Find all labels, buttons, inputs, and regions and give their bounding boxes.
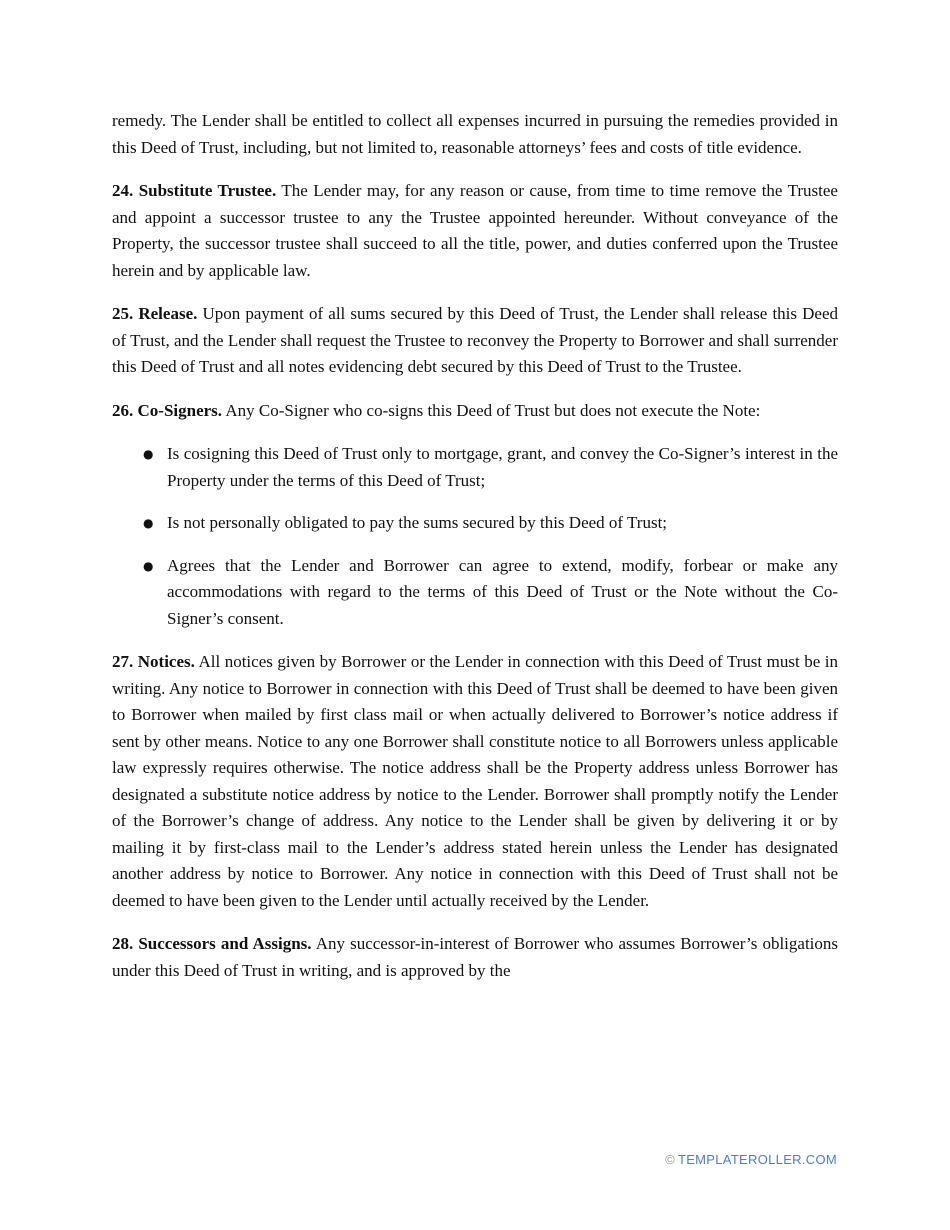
footer — [665, 1152, 837, 1167]
document-body — [112, 108, 838, 1001]
section-26-co-signers — [112, 398, 838, 425]
section-25-release — [112, 301, 838, 381]
section-24-body: The Lender may, for any reason or cause, from time to time remove the Trustee and appoint a successor trustee to any the Trustee appointed hereunder. Without conveyance of the Property, the successor trustee shall succeed to all the title, power, and duties conferred upon the Trustee herein and by applicable law. — [112, 181, 838, 280]
section-26-heading: 26. Co-Signers. — [112, 400, 223, 420]
bullet-icon: ● — [143, 516, 154, 530]
section-28-successors-and-assigns — [112, 931, 838, 984]
section-24-heading: 24. Substitute Trustee. — [112, 181, 277, 200]
bullet-icon: ● — [143, 447, 154, 461]
copyright-icon: © — [665, 1152, 675, 1167]
section-25-body: Upon payment of all sums secured by this Deed of Trust, the Lender shall release this Deed of Trust, and the Lender shall request the Trustee to reconvey the Property to Borrower and shall surrender this Deed of Trust and all notes evidencing debt secured by this Deed of Trust to the Trustee. — [112, 304, 838, 376]
section-26-body: Any Co-Signer who co-signs this Deed of Trust but does not execute the Note: — [225, 400, 761, 420]
section-24-substitute-trustee — [112, 178, 838, 284]
bullet-text-not-obligated: Is not personally obligated to pay the sums secured by this Deed of Trust; — [167, 513, 668, 532]
co-signer-bullet-list — [112, 441, 838, 632]
section-28-heading: 28. Successors and Assigns. — [112, 934, 312, 953]
section-27-notices — [112, 649, 838, 914]
templateroller-link[interactable]: TEMPLATEROLLER.COM — [677, 1152, 837, 1167]
bullet-icon: ● — [143, 558, 154, 573]
list-item — [112, 553, 838, 633]
bullet-text-cosigning: Is cosigning this Deed of Trust only to mortgage, grant, and convey the Co-Signer’s interest in the Property under the terms of this Deed of Trust; — [167, 444, 838, 490]
section-28-body: Any successor-in-interest of Borrower who assumes Borrower’s obligations under this Deed of Trust in writing, and is approved by the — [112, 934, 839, 980]
bullet-text-agrees-extend: Agrees that the Lender and Borrower can agree to extend, modify, forbear or make any accommodations with regard to the terms of this Deed of Trust or the Note without the Co-Signer’s consent. — [167, 555, 838, 628]
list-item — [112, 441, 838, 494]
section-27-body: All notices given by Borrower or the Lender in connection with this Deed of Trust must be in writing. Any notice to Borrower in connection with this Deed of Trust shall be deemed to have been given to Borrower when mailed by first class mail or when actually delivered to Borrower’s notice address if sent by other means. Notice to any one Borrower shall constitute notice to all Borrowers unless applicable law expressly requires otherwise. The notice address shall be the Property address unless Borrower has designated a substitute notice address by notice to the Lender. Borrower shall promptly notify the Lender of the Borrower’s change of address. Any notice to the Lender shall be given by delivering it or by mailing it by first-class mail to the Lender’s address stated herein unless the Lender has designated another address by notice to Borrower. Any notice in connection with this Deed of Trust shall not be deemed to have been given to the Lender until actually received by the Lender. — [112, 652, 838, 910]
section-27-heading: 27. Notices. — [112, 652, 195, 671]
section-25-heading: 25. Release. — [112, 304, 198, 323]
list-item — [112, 510, 838, 537]
paragraph-remedy-continuation: remedy. The Lender shall be entitled to collect all expenses incurred in pursuing the remedies provided in this Deed of Trust, including, but not limited to, reasonable attorneys’ fees and costs of title evidence. — [112, 111, 838, 157]
